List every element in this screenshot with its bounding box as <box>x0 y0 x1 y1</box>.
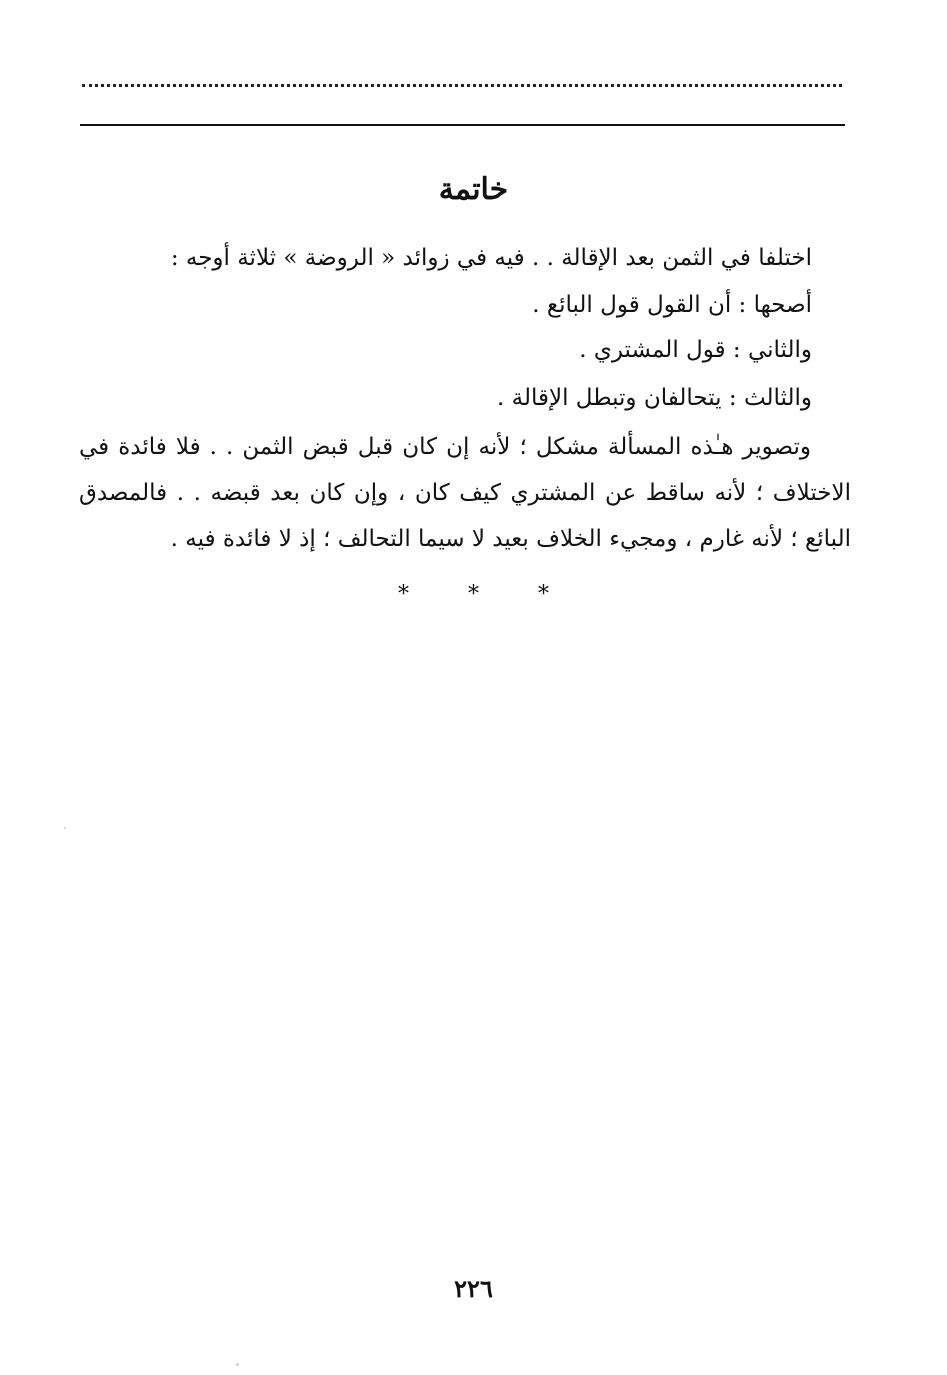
opening-line: اختلفا في الثمن بعد الإقالة . . فيه في زوائد « الروضة » ثلاثة أوجه : <box>170 245 812 271</box>
first-opinion-line: أصحها : أن القول قول البائع . <box>532 292 812 318</box>
section-separator: * * * <box>398 582 575 607</box>
scan-speck <box>236 1363 239 1366</box>
page-number: ٢٢٦ <box>454 1274 493 1303</box>
third-opinion-line: والثالث : يتحالفان وتبطل الإقالة . <box>497 385 812 411</box>
section-title: خاتمة <box>438 172 509 207</box>
header-rule <box>80 124 845 126</box>
second-opinion-line: والثاني : قول المشتري . <box>579 337 812 363</box>
dotted-header-rule <box>82 84 842 87</box>
scan-speck <box>64 827 66 829</box>
discussion-paragraph: وتصوير هـٰذه المسألة مشكل ؛ لأنه إن كان قبل قبض الثمن . . فلا فائدة في الاختلاف ؛ لأنه ساقط عن المشتري كيف كان ، وإن كان بعد قبضه . . فالمصدق البائع ؛ لأنه غارم ، ومجيء الخلاف بعيد لا سيما التحالف ؛ إذ لا فائدة فيه . <box>79 434 851 552</box>
